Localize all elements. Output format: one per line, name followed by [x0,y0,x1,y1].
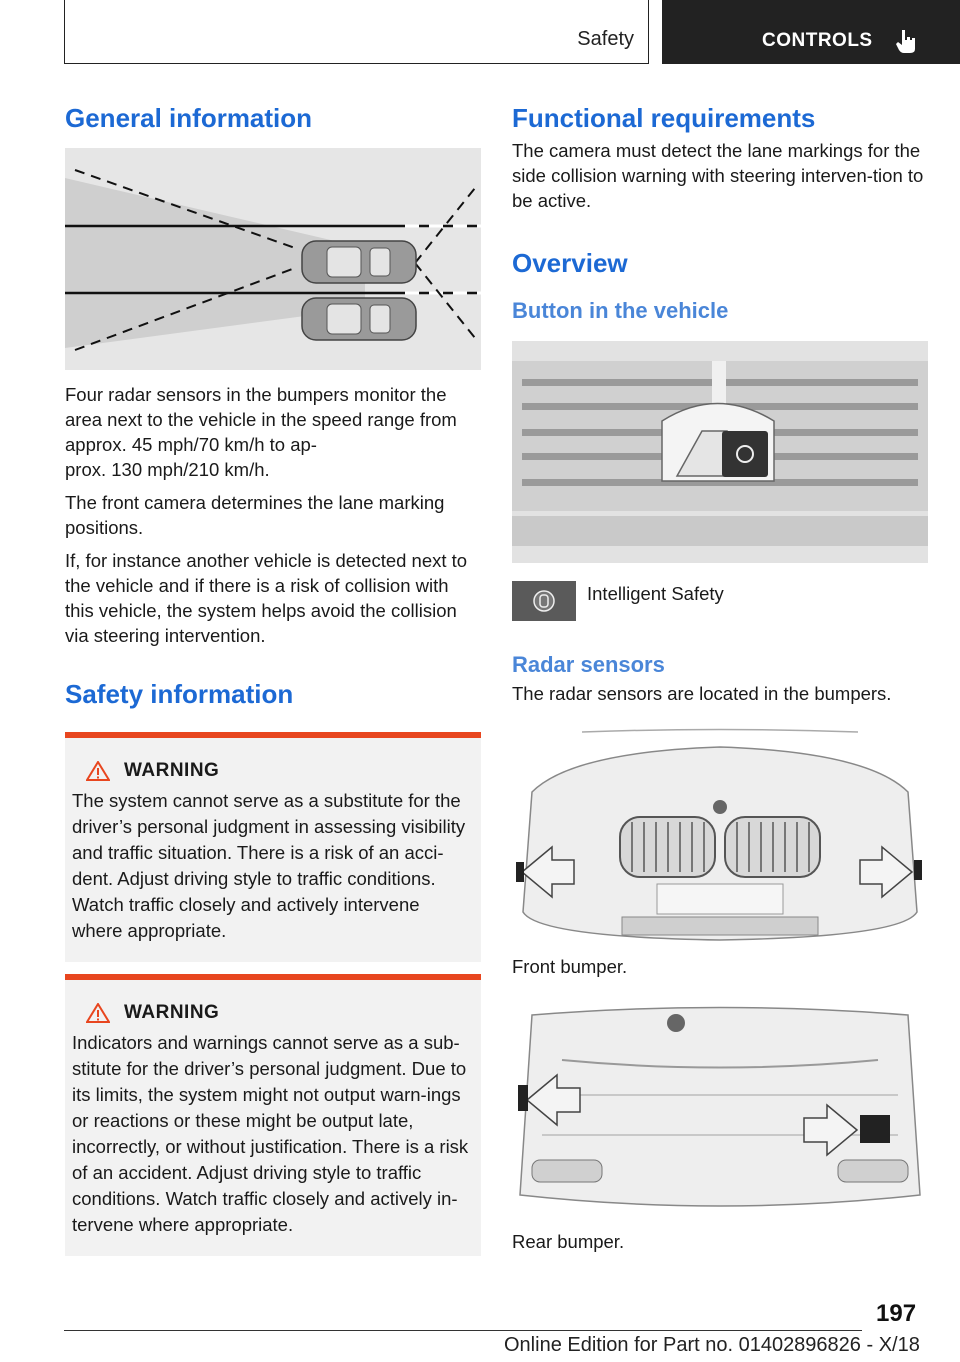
intelligent-safety-label: Intelligent Safety [587,583,724,604]
button-legend-row [512,581,928,621]
left-column [65,98,481,1256]
footer-divider [64,1330,862,1331]
footer-edition-text: Online Edition for Part no. 01402896826 - X/18 [504,1334,920,1356]
radar-sensors-heading: Radar sensors [512,652,665,677]
chapter-tab-label: CONTROLS [762,30,873,51]
pointing-hand-icon [895,28,919,54]
lane-diagram-illustration [65,148,481,370]
warning-title-1: WARNING [124,760,220,781]
car-top-view-1 [302,241,416,283]
warning-triangle-icon [86,761,110,781]
general-paragraph-4: If, for instance another vehicle is detected next to the vehicle and if there is a risk of collision with this vehicle, the system helps avoid the collision via steering intervention. [65,550,468,646]
overview-heading: Overview [512,248,628,278]
warning-box-1 [65,732,481,962]
warning-triangle-icon [86,1003,110,1023]
radar-sensors-text: The radar sensors are located in the bumpers. [512,683,892,704]
rear-bumper-caption: Rear bumper. [512,1231,625,1252]
warning-title-2: WARNING [124,1002,220,1023]
functional-requirements-heading: Functional requirements [512,103,816,133]
general-information-heading: General information [65,103,313,133]
button-panel-illustration [512,341,928,563]
safety-information-heading: Safety information [65,679,294,709]
lane-diagram-figure [65,148,481,370]
warning-text-1: The system cannot serve as a substitute for the driver’s personal judgment in assessing visibility and traffic situation. There is a risk of an acci-dent. Adjust driving style to traffic conditions. Watch traffic closely and actively intervene where appropriate. [72,790,466,941]
general-paragraph-2: prox. 130 mph/210 km/h. [65,459,270,480]
rear-bumper-illustration [512,995,928,1217]
section-title: Safety [577,28,634,50]
rear-bumper-figure [512,995,928,1217]
right-column [512,98,928,1254]
car-top-view-2 [302,298,416,340]
general-paragraph-1: Four radar sensors in the bumpers monitor the area next to the vehicle in the speed range from approx. 45 mph/70 km/h to ap- [65,384,457,455]
warning-title-row-1 [86,760,475,782]
general-paragraph-3: The front camera determines the lane marking positions. [65,492,445,538]
button-in-vehicle-heading: Button in the vehicle [512,298,729,323]
functional-requirements-text: The camera must detect the lane markings for the side collision warning with steering interven-tion to be active. [512,140,924,211]
header-section-box [64,0,649,64]
front-bumper-caption: Front bumper. [512,956,628,977]
warning-title-row-2 [86,1002,475,1024]
general-text-block [65,382,481,648]
warning-box-2 [65,974,481,1256]
button-panel-figure [512,341,928,563]
intelligent-safety-button-icon [512,581,576,621]
warning-text-2: Indicators and warnings cannot serve as a sub-stitute for the driver’s personal judgment. Due to its limits, the system might not output warn-ings or reactions or these might be output late, incorrectly, or without justification. There is a risk of an accident. Adjust driving style to traffic conditions. Watch traffic closely and actively in-tervene where appropriate. [72,1032,469,1235]
front-bumper-illustration [512,722,928,942]
front-bumper-figure [512,722,928,942]
page-number: 197 [876,1300,917,1327]
